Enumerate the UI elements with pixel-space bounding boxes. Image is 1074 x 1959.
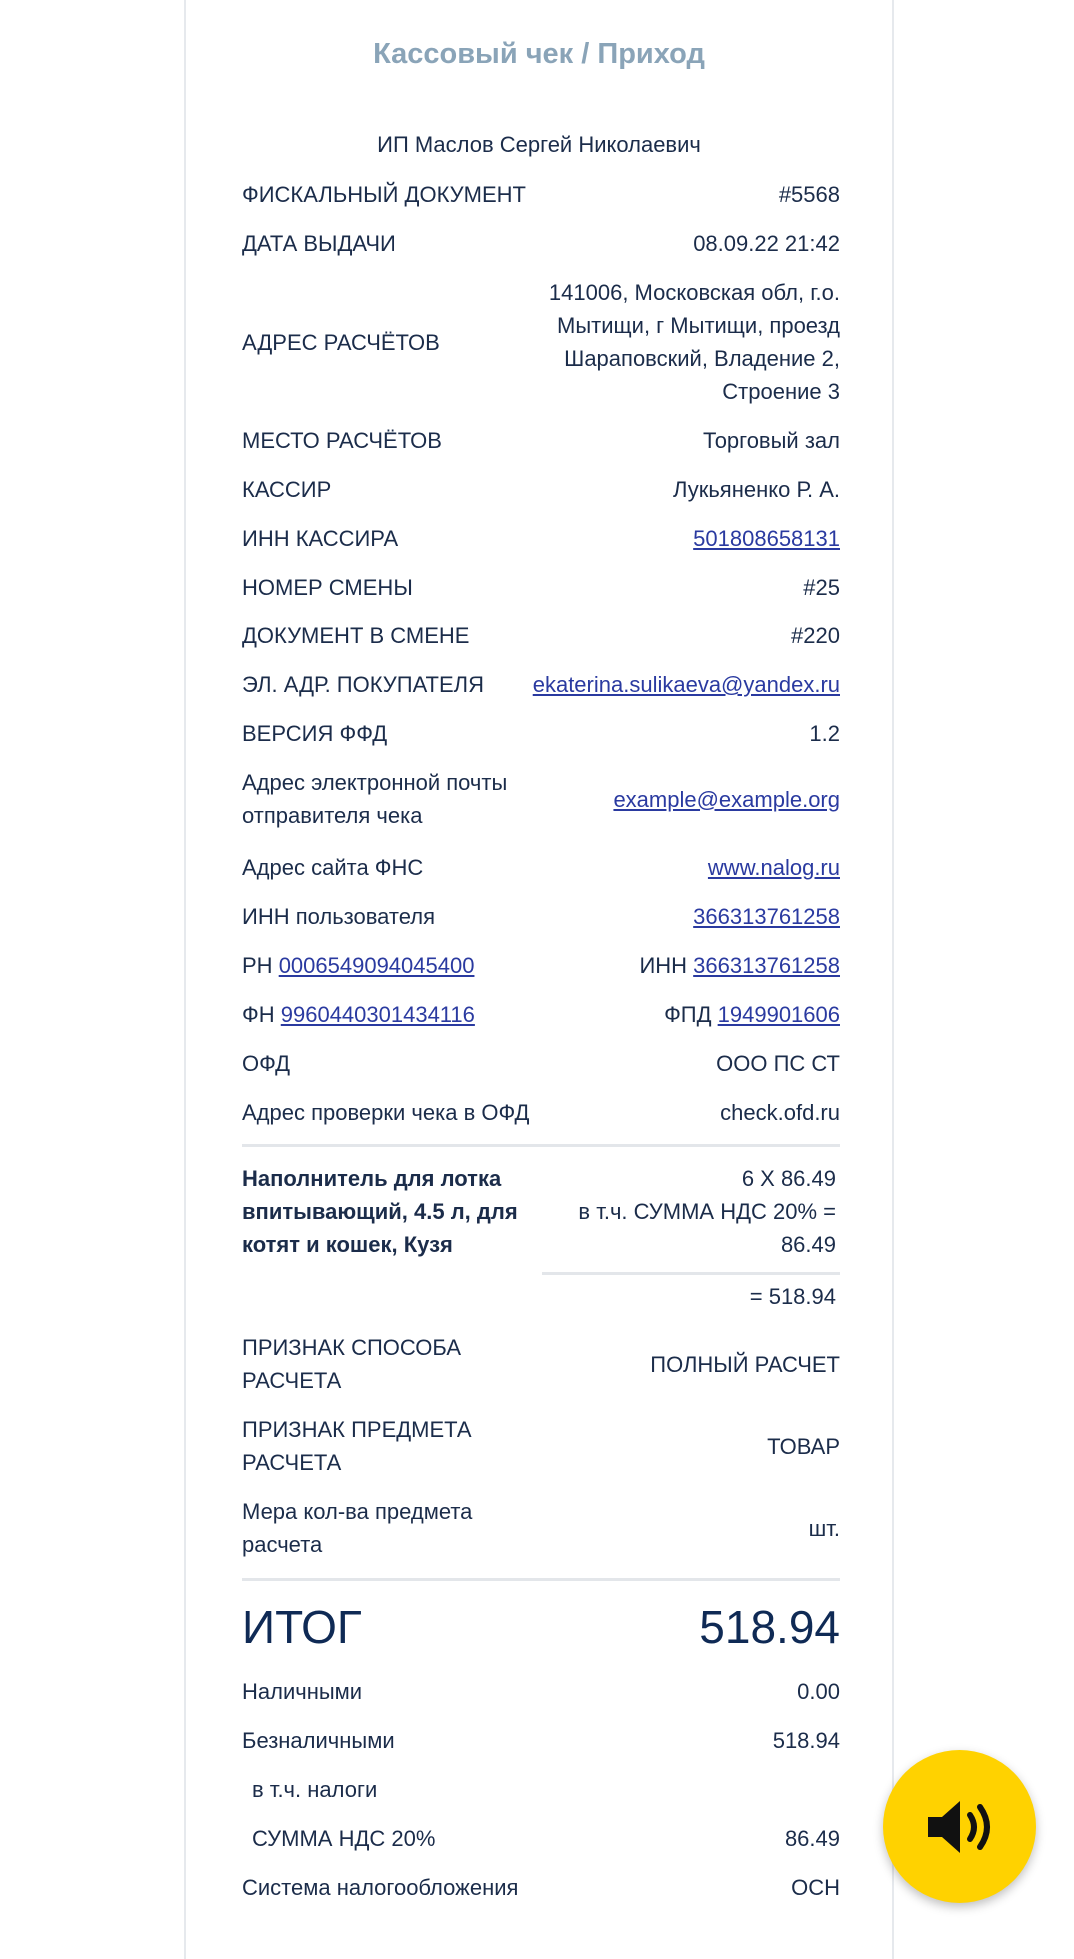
check-address-row [242, 1096, 840, 1129]
item-sum: = 518.94 [749, 1284, 836, 1309]
address-value [549, 276, 840, 408]
fn-link[interactable]: 9960440301434116 [280, 1002, 475, 1027]
speaker-icon [924, 1795, 996, 1859]
fns-site-label: Адрес сайта ФНС [242, 855, 424, 880]
subject-type-label-line: РАСЧЕТА [242, 1450, 342, 1475]
cashier-value: Лукьяненко Р. А. [673, 477, 840, 502]
item-qty-price [538, 1162, 836, 1261]
cashier-inn-link[interactable]: 501808658131 [693, 526, 840, 551]
cash-row [242, 1675, 840, 1708]
receipt-title: Кассовый чек / Приход [373, 38, 705, 70]
measure-value: шт. [808, 1515, 840, 1541]
address-line: Мытищи, г Мытищи, проезд [557, 313, 840, 338]
cashless-value: 518.94 [772, 1728, 840, 1753]
cashier-row [242, 473, 840, 506]
sender-email-link[interactable]: example@example.org [613, 786, 840, 812]
address-line: Шараповский, Владение 2, [564, 346, 840, 371]
measure-row [242, 1495, 840, 1561]
fns-site-link[interactable]: www.nalog.ru [707, 855, 840, 880]
total-value: 518.94 [699, 1601, 840, 1653]
rn-link[interactable]: 0006549094045400 [278, 953, 475, 978]
fpd-group [664, 998, 840, 1031]
item-name-line: котят и кошек, Кузя [242, 1232, 453, 1257]
fns-site-row [242, 851, 840, 884]
cashier-inn-label: ИНН КАССИРА [242, 526, 399, 551]
item-divider [542, 1272, 840, 1275]
total-label: ИТОГ [242, 1601, 362, 1653]
cashier-label: КАССИР [242, 477, 332, 502]
user-inn-row [242, 900, 840, 933]
measure-label-line: расчета [242, 1532, 323, 1557]
fpd-link[interactable]: 1949901606 [717, 1002, 840, 1027]
ffd-version-value: 1.2 [809, 721, 840, 746]
sender-email-label [242, 766, 507, 832]
ofd-value: ООО ПС СТ [716, 1051, 840, 1076]
organization-name: ИП Маслов Сергей Николаевич [377, 132, 701, 157]
buyer-email-link[interactable]: ekaterina.sulikaeva@yandex.ru [532, 672, 840, 697]
divider [242, 1144, 840, 1147]
fiscal-doc-value: #5568 [778, 182, 840, 207]
address-label: АДРЕС РАСЧЁТОВ [242, 329, 440, 355]
cash-value: 0.00 [797, 1679, 840, 1704]
shift-number-row [242, 571, 840, 604]
cashless-label: Безналичными [242, 1728, 395, 1753]
doc-in-shift-label: ДОКУМЕНТ В СМЕНЕ [242, 623, 470, 648]
buyer-email-row [242, 668, 840, 701]
rn-label: РН [242, 953, 273, 978]
check-address-label: Адрес проверки чека в ОФД [242, 1100, 530, 1125]
vat-value: 86.49 [784, 1826, 840, 1851]
ffd-version-row [242, 717, 840, 750]
rn-inn-group [639, 949, 840, 982]
divider [242, 1578, 840, 1581]
subject-type-value: ТОВАР [767, 1433, 840, 1459]
ofd-label: ОФД [242, 1051, 291, 1076]
tax-system-row [242, 1871, 840, 1904]
address-line: 141006, Московская обл, г.о. [548, 280, 840, 305]
sound-button[interactable] [883, 1750, 1036, 1903]
user-inn-link[interactable]: 366313761258 [693, 904, 840, 929]
payment-method-label-line: РАСЧЕТА [242, 1368, 342, 1393]
item-name-line: впитывающий, 4.5 л, для [242, 1199, 518, 1224]
issue-date-value: 08.09.22 21:42 [693, 231, 840, 256]
place-value: Торговый зал [702, 428, 840, 453]
sender-email-label-line: Адрес электронной почты [242, 770, 508, 795]
payment-method-value: ПОЛНЫЙ РАСЧЕТ [650, 1351, 840, 1377]
item-vat-line: 86.49 [780, 1232, 836, 1257]
measure-label [242, 1495, 472, 1561]
sender-email-row [242, 766, 840, 832]
item-vat-line: в т.ч. СУММА НДС 20% = [578, 1199, 836, 1224]
tax-system-value: ОСН [791, 1875, 840, 1900]
place-row [242, 424, 840, 457]
cash-label: Наличными [242, 1679, 363, 1704]
item-qty-line: 6 Х 86.49 [741, 1166, 836, 1191]
receipt [184, 0, 894, 1959]
payment-method-label [242, 1331, 461, 1397]
fn-row [242, 998, 840, 1031]
fpd-label: ФПД [664, 1002, 712, 1027]
tax-system-label: Система налогообложения [242, 1875, 519, 1900]
doc-in-shift-row [242, 619, 840, 652]
rn-group [242, 949, 474, 982]
address-row [242, 276, 840, 408]
rn-inn-link[interactable]: 366313761258 [693, 953, 840, 978]
total-row [242, 1600, 840, 1654]
taxes-incl-label: в т.ч. налоги [252, 1777, 378, 1802]
user-inn-label: ИНН пользователя [242, 904, 436, 929]
issue-date-label: ДАТА ВЫДАЧИ [242, 231, 396, 256]
shift-number-label: НОМЕР СМЕНЫ [242, 575, 413, 600]
payment-method-label-line: ПРИЗНАК СПОСОБА [242, 1335, 462, 1360]
buyer-email-label: ЭЛ. АДР. ПОКУПАТЕЛЯ [242, 672, 484, 697]
measure-label-line: Мера кол-ва предмета [242, 1499, 473, 1524]
rn-inn-label: ИНН [639, 953, 688, 978]
check-address-value: check.ofd.ru [720, 1100, 840, 1125]
place-label: МЕСТО РАСЧЁТОВ [242, 428, 442, 453]
cashless-row [242, 1724, 840, 1757]
fiscal-doc-label: ФИСКАЛЬНЫЙ ДОКУМЕНТ [242, 182, 526, 207]
rn-row [242, 949, 840, 982]
doc-in-shift-value: #220 [791, 623, 840, 648]
subject-type-label-line: ПРИЗНАК ПРЕДМЕТА [242, 1417, 472, 1442]
fn-group [242, 998, 475, 1031]
cashier-inn-row [242, 522, 840, 555]
shift-number-value: #25 [803, 575, 840, 600]
item-name-line: Наполнитель для лотка [242, 1166, 502, 1191]
item-name [242, 1162, 532, 1261]
vat-label: СУММА НДС 20% [252, 1826, 436, 1851]
payment-method-row [242, 1331, 840, 1397]
ffd-version-label: ВЕРСИЯ ФФД [242, 721, 388, 746]
issue-date-row [242, 227, 840, 260]
subject-type-row [242, 1413, 840, 1479]
fn-label: ФН [242, 1002, 275, 1027]
taxes-incl-row [242, 1773, 840, 1806]
sender-email-label-line: отправителя чека [242, 803, 423, 828]
vat-row [242, 1822, 840, 1855]
subject-type-label [242, 1413, 472, 1479]
fiscal-doc-row [242, 178, 840, 211]
ofd-row [242, 1047, 840, 1080]
address-line: Строение 3 [722, 379, 840, 404]
